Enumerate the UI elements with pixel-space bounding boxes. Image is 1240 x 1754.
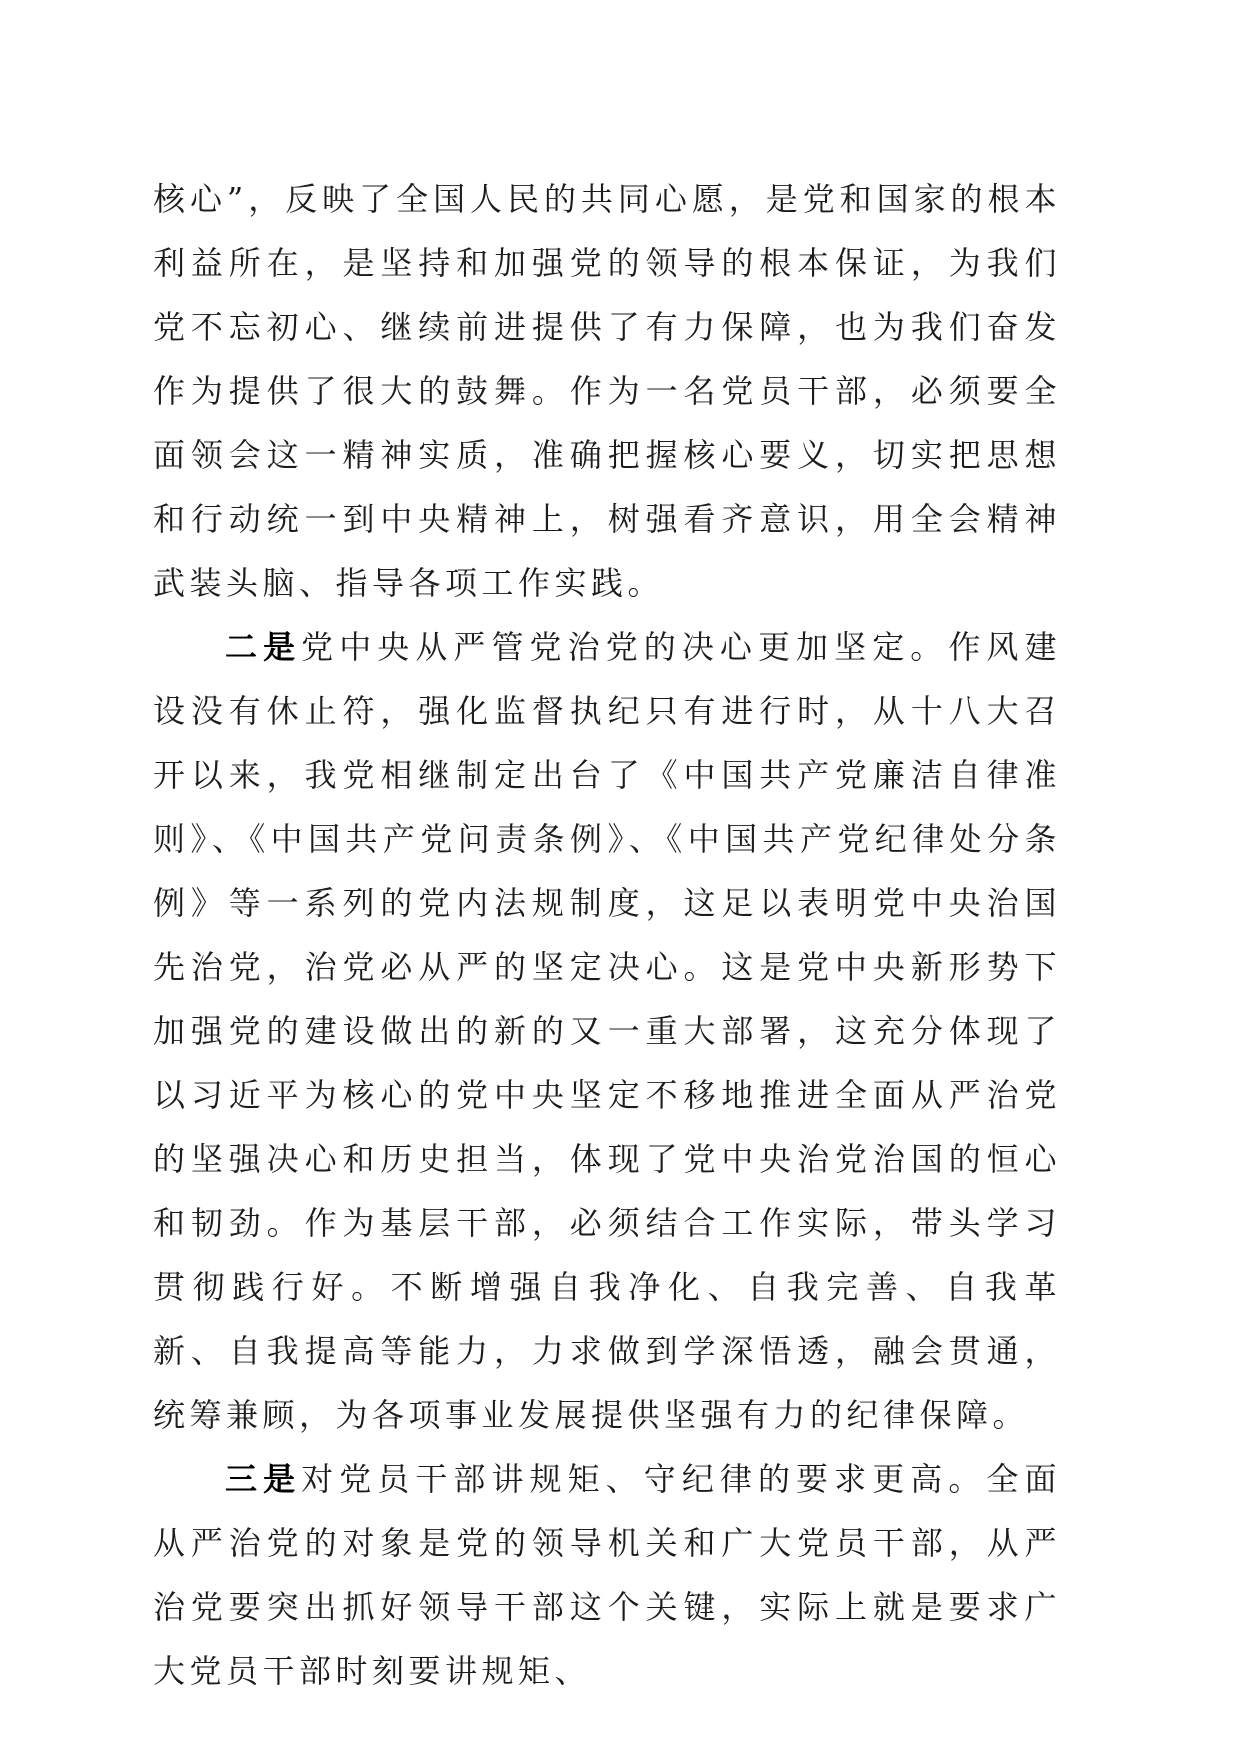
paragraph-2 — [153, 615, 1061, 1447]
paragraph-2-text: 党中央从严管党治党的决心更加坚定。作风建设没有休止符，强化监督执纪只有进行时，从十八大召开以来，我党相继制定出台了《中国共产党廉洁自律准则》、《中国共产党问责条例》、《中国共产党纪律处分条例》等一系列的党内法规制度，这足以表明党中央治国先治党，治党必从严的坚定决心。这是党中央新形势下加强党的建设做出的新的又一重大部署，这充分体现了以习近平为核心的党中央坚定不移地推进全面从严治党的坚强决心和历史担当，体现了党中央治党治国的恒心和韧劲。作为基层干部，必须结合工作实际，带头学习贯彻践行好。不断增强自我净化、自我完善、自我革新、自我提高等能力，力求做到学深悟透，融会贯通，统筹兼顾，为各项事业发展提供坚强有力的纪律保障。 — [153, 628, 1061, 1434]
paragraph-2-lead: 二是 — [225, 628, 302, 666]
paragraph-1 — [153, 167, 1061, 615]
paragraph-3 — [153, 1447, 1061, 1703]
document-body — [153, 167, 1061, 1703]
paragraph-1-text: 核心”，反映了全国人民的共同心愿，是党和国家的根本利益所在，是坚持和加强党的领导的根本保证，为我们党不忘初心、继续前进提供了有力保障，也为我们奋发作为提供了很大的鼓舞。作为一名党员干部，必须要全面领会这一精神实质，准确把握核心要义，切实把思想和行动统一到中央精神上，树强看齐意识，用全会精神武装头脑、指导各项工作实践。 — [153, 180, 1061, 602]
paragraph-3-text: 对党员干部讲规矩、守纪律的要求更高。全面从严治党的对象是党的领导机关和广大党员干部，从严治党要突出抓好领导干部这个关键，实际上就是要求广大党员干部时刻要讲规矩、 — [153, 1460, 1061, 1690]
paragraph-3-lead: 三是 — [225, 1460, 302, 1498]
